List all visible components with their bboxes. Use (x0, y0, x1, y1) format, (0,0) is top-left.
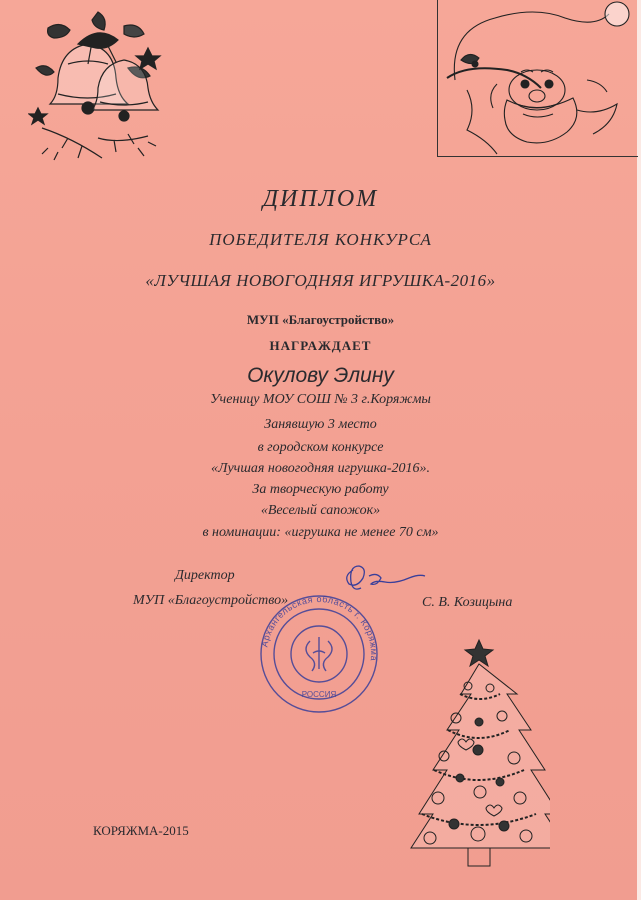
signer-name: С. В. Козицына (422, 595, 513, 610)
contest-name: «ЛУЧШАЯ НОВОГОДНЯЯ ИГРУШКА-2016» (145, 271, 496, 290)
award-line-place: Занявшую 3 место (264, 417, 377, 432)
svg-text:РОССИЯ: РОССИЯ (301, 690, 337, 699)
santa-claus-illustration (437, 0, 641, 160)
awards-heading: НАГРАЖДАЕТ (269, 338, 372, 353)
award-line-nomination: в номинации: «игрушка не менее 70 см» (202, 525, 439, 540)
organization-name: МУП «Благоустройство» (246, 312, 395, 327)
diploma-title: ДИПЛОМ (262, 186, 379, 212)
christmas-tree-illustration (408, 638, 550, 868)
diploma-subtitle: ПОБЕДИТЕЛЯ КОНКУРСА (209, 230, 432, 249)
award-line-contest-type: в городском конкурсе (257, 440, 384, 455)
award-line-contest: «Лучшая новогодняя игрушка-2016». (210, 461, 431, 476)
award-line-work-name: «Веселый сапожок» (260, 503, 381, 518)
award-line-work-label: За творческую работу (252, 482, 389, 497)
official-stamp (258, 593, 380, 715)
signer-organization: МУП «Благоустройство» (133, 593, 289, 608)
recipient-name: Окулову Элину (247, 364, 394, 387)
signer-title: Директор (175, 568, 235, 583)
christmas-bells-illustration (28, 8, 168, 170)
svg-text:Архангельская область г. Коряж: Архангельская область г. Коряжма (259, 593, 380, 662)
award-line-student: Ученицу МОУ СОШ № 3 г.Коряжмы (210, 392, 431, 407)
place-and-year: КОРЯЖМА-2015 (93, 823, 189, 838)
